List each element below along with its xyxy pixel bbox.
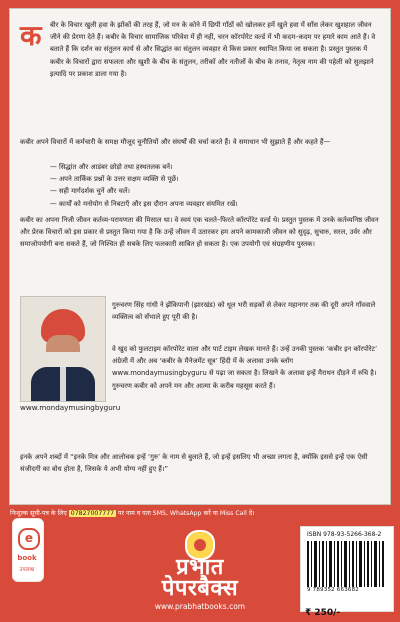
barcode-bar <box>326 541 327 587</box>
publisher-name-line1: प्रभात <box>176 555 224 580</box>
barcode-bar <box>379 541 380 587</box>
isbn-barcode-box <box>300 526 394 612</box>
barcode-bar <box>307 541 309 587</box>
barcode <box>307 541 387 587</box>
barcode-bar <box>364 541 365 587</box>
advice-bullet-item: — सिद्धांत और आडंबर छोड़ो तथा हस्थतलक बनें। <box>50 163 173 171</box>
barcode-bar <box>329 541 332 587</box>
barcode-bar <box>334 541 335 587</box>
author-photo <box>20 296 106 402</box>
life-paragraph: कबीर का अपना निजी जीवन कर्तव्य-परायणता की मिसाल था। वे स्वयं एक चलते–फिरते कॉरपोरेट वर्ल्ड थे। प्रस्तुत पुस्तक में उनके कर्तव्यनिष्ठ जीवन और प्रेरक विचारों को इस प्रकार से प्रस्तुत किया गया है कि उन्हें जीवन में उतारकर हम अपने कामकाजी जीवन को सुदृढ़, सुचारु, सरल, उर्वर और समाजोपयोगी बना सकते हैं, जो निश्चित ही सबके लिए फलकारी साबित हो सकता है। एक उपयोगी एवं संग्रहणीय पुस्तक। <box>20 216 379 249</box>
publisher-name-line2: पेपरबैक्स <box>161 576 239 601</box>
ebook-letter: e <box>18 528 40 550</box>
author-bio: गुरुचरण सिंह गांधी ने झेंकिपानी (झारखंड) को धूल भरी सड़कों से लेकर महानगर तक की दूरी अपने गाँववाले व्यक्तित्व को सँभाले हुए पूरी की है। <box>112 301 376 322</box>
publisher-logo <box>115 520 285 620</box>
shirt-shape <box>60 367 66 401</box>
free-catalog-left-text: निःशुल्क सूची-पत्र के लिए <box>10 510 67 517</box>
ebook-label: book <box>17 554 37 562</box>
barcode-bar <box>352 541 354 587</box>
publisher-website: www.prabhatbooks.com <box>154 602 246 611</box>
ebook-badge <box>12 518 42 580</box>
challenges-paragraph: कबीर अपने विचारों में कर्मचारी के समक्ष मौजूद चुनौतियों और संघर्षों की चर्चा करते हैं। वे समाधान भी सुझाते हैं और कहते हैं— <box>20 138 331 146</box>
content-panel <box>9 8 391 505</box>
drop-cap: क <box>20 19 42 52</box>
barcode-bar <box>344 541 347 587</box>
barcode-bar <box>314 541 317 587</box>
barcode-bar <box>359 541 362 587</box>
advice-bullet-item: — अपने तार्किक प्रश्नों के उत्तर सक्षम व्यक्ति से पूछें। <box>50 175 179 184</box>
barcode-bar <box>349 541 350 587</box>
author-quote: इनके अपने शब्दों में “इनके मित्र और आलोचक इन्हें ‘गुरु’ के नाम से बुलाते हैं, जो इन्हें इसलिए भी अच्छा लगता है, क्योंकि इससे इन्हें एक ऐसी संजीदगी का बोध होता है, जिसके ये अभी योग्य नहीं हुए हैं।” <box>20 453 368 474</box>
free-catalog-mid-text: पर नाम व पता SMS, WhatsApp करें या Miss Call दें। <box>118 510 255 517</box>
barcode-bar <box>367 541 369 587</box>
ebook-sub-label: उपलब्ध <box>19 567 35 573</box>
barcode-digits: 9 789352 663682 <box>307 587 359 593</box>
isbn-number: ISBN 978-93-5266-368-2 <box>307 531 382 538</box>
author-more-bio: वे खुद को फुलटाइम कॉरपोरेट वाला और पार्ट टाइम लेखक मानते हैं। उन्हें उनकी पुस्तक ‘कबीर इन कॉरपोरेट’ अंग्रेजी में और अब ‘कबीर के मैनेजमेंट सूत्र’ हिंदी में के अलावा उनके ब्लॉग www.mondaymusingbyguru से पढ़ा जा सकता है। लिखने के अलावा इन्हें मैराथन दौड़ने में रुचि है। गुरुचरण कबीर को अपने मन और आत्मा के करीब महसूस करते हैं। <box>112 345 378 390</box>
advice-bullet-item: — कार्यों को मनोयोग से निबटाएँ और इस दौरान अपना व्यवहार संयमित रखें। <box>50 199 238 208</box>
advice-bullet-list <box>50 161 372 210</box>
intro-paragraph: बीर के विचार खुली हवा के झोंकों की तरह हैं, जो मन के कोने में छिपी गाँठों को खोलकर हमें खुले हवा में साँस लेकर खुशहाल जीवन जीने की प्रेरणा देते हैं। कबीर के विचार सामाजिक परिवेश में ही नहीं, चरन कॉरपोरेट वर्ल्ड में भी कदम–कदम पर हमारे काम आते हैं। वे बताते हैं कि दर्शन का संतुलन कार्य से और सिद्धांत का संतुलन व्यवहार से किस प्रकार स्थापित किया जा सकता है। प्रस्तुत पुस्तक में कबीर के विचारों द्वारा सफलता और खुशी के बीच के संतुलन, तरीकों और नतीजों के बीच के तनाव, नेतृत्व नाम की पहेली को सुलझाने इत्यादि पर प्रकाश डाला गया है। <box>50 21 376 78</box>
barcode-bar <box>322 541 324 587</box>
beard-shape <box>45 352 81 368</box>
barcode-bar <box>371 541 372 587</box>
advice-bullet-item: — सही मार्गदर्शक चुनें और चलें। <box>50 187 130 196</box>
free-catalog-phone: 07827007777 <box>70 510 115 517</box>
barcode-bar <box>311 541 312 587</box>
barcode-bar <box>341 541 342 587</box>
barcode-bar <box>337 541 339 587</box>
barcode-bar <box>382 541 384 587</box>
price: ₹ 250/- <box>305 608 341 618</box>
barcode-bar <box>374 541 377 587</box>
barcode-bar <box>356 541 357 587</box>
blog-url: www.mondaymusingbyguru <box>20 403 121 412</box>
barcode-bar <box>319 541 320 587</box>
